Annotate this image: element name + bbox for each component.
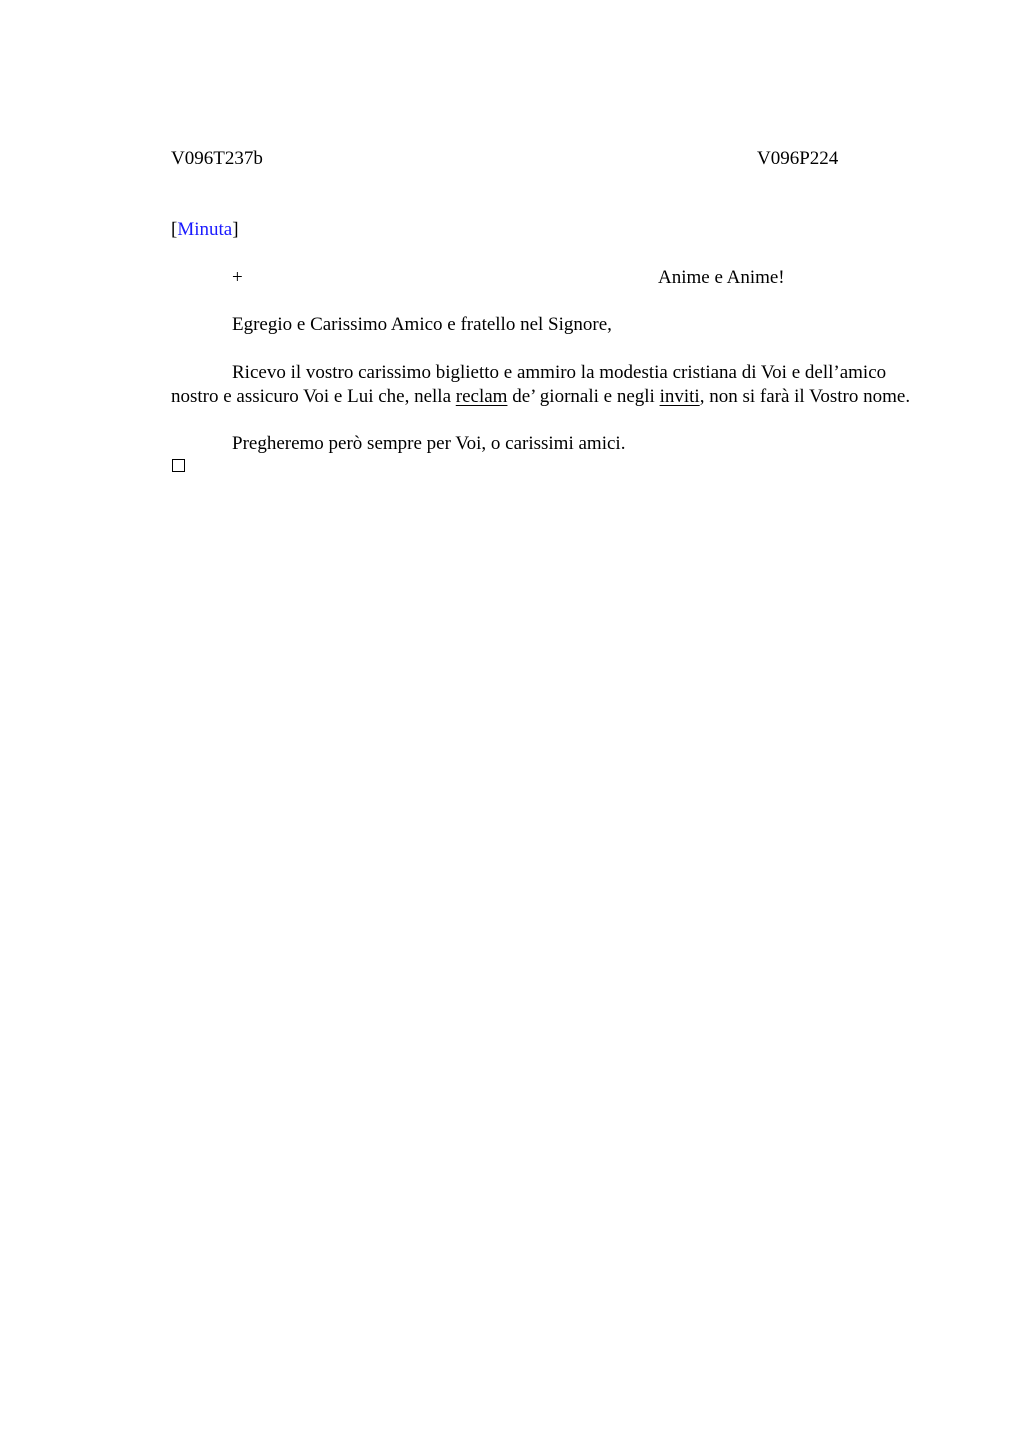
letter-paragraph-1 — [171, 361, 911, 408]
close-bracket: ] — [232, 219, 239, 240]
document-code-left: V096T237b — [171, 148, 263, 169]
paragraph-text: Ricevo il vostro carissimo biglietto e ammiro la modestia cristiana di Voi e dell’amico nostro e assicuro Voi e Lui che, nella — [171, 362, 887, 407]
salutation: Egregio e Carissimo Amico e fratello nel Signore, — [232, 314, 612, 335]
letter-paragraph-2: Pregheremo però sempre per Voi, o carissimi amici. — [232, 433, 626, 454]
open-bracket: [ — [171, 219, 178, 240]
underlined-word-inviti: inviti — [659, 385, 700, 407]
paragraph-text: de’ giornali e negli — [507, 385, 660, 407]
underlined-word-reclam: reclam — [455, 385, 508, 407]
cross-mark: + — [232, 267, 243, 288]
document-type-note — [171, 220, 239, 239]
document-code-right: V096P224 — [757, 148, 839, 169]
motto: Anime e Anime! — [658, 267, 785, 288]
paragraph-text: , non si farà il Vostro nome. — [699, 385, 911, 407]
minuta-link[interactable]: Minuta — [177, 219, 233, 240]
empty-square-icon — [172, 459, 185, 472]
